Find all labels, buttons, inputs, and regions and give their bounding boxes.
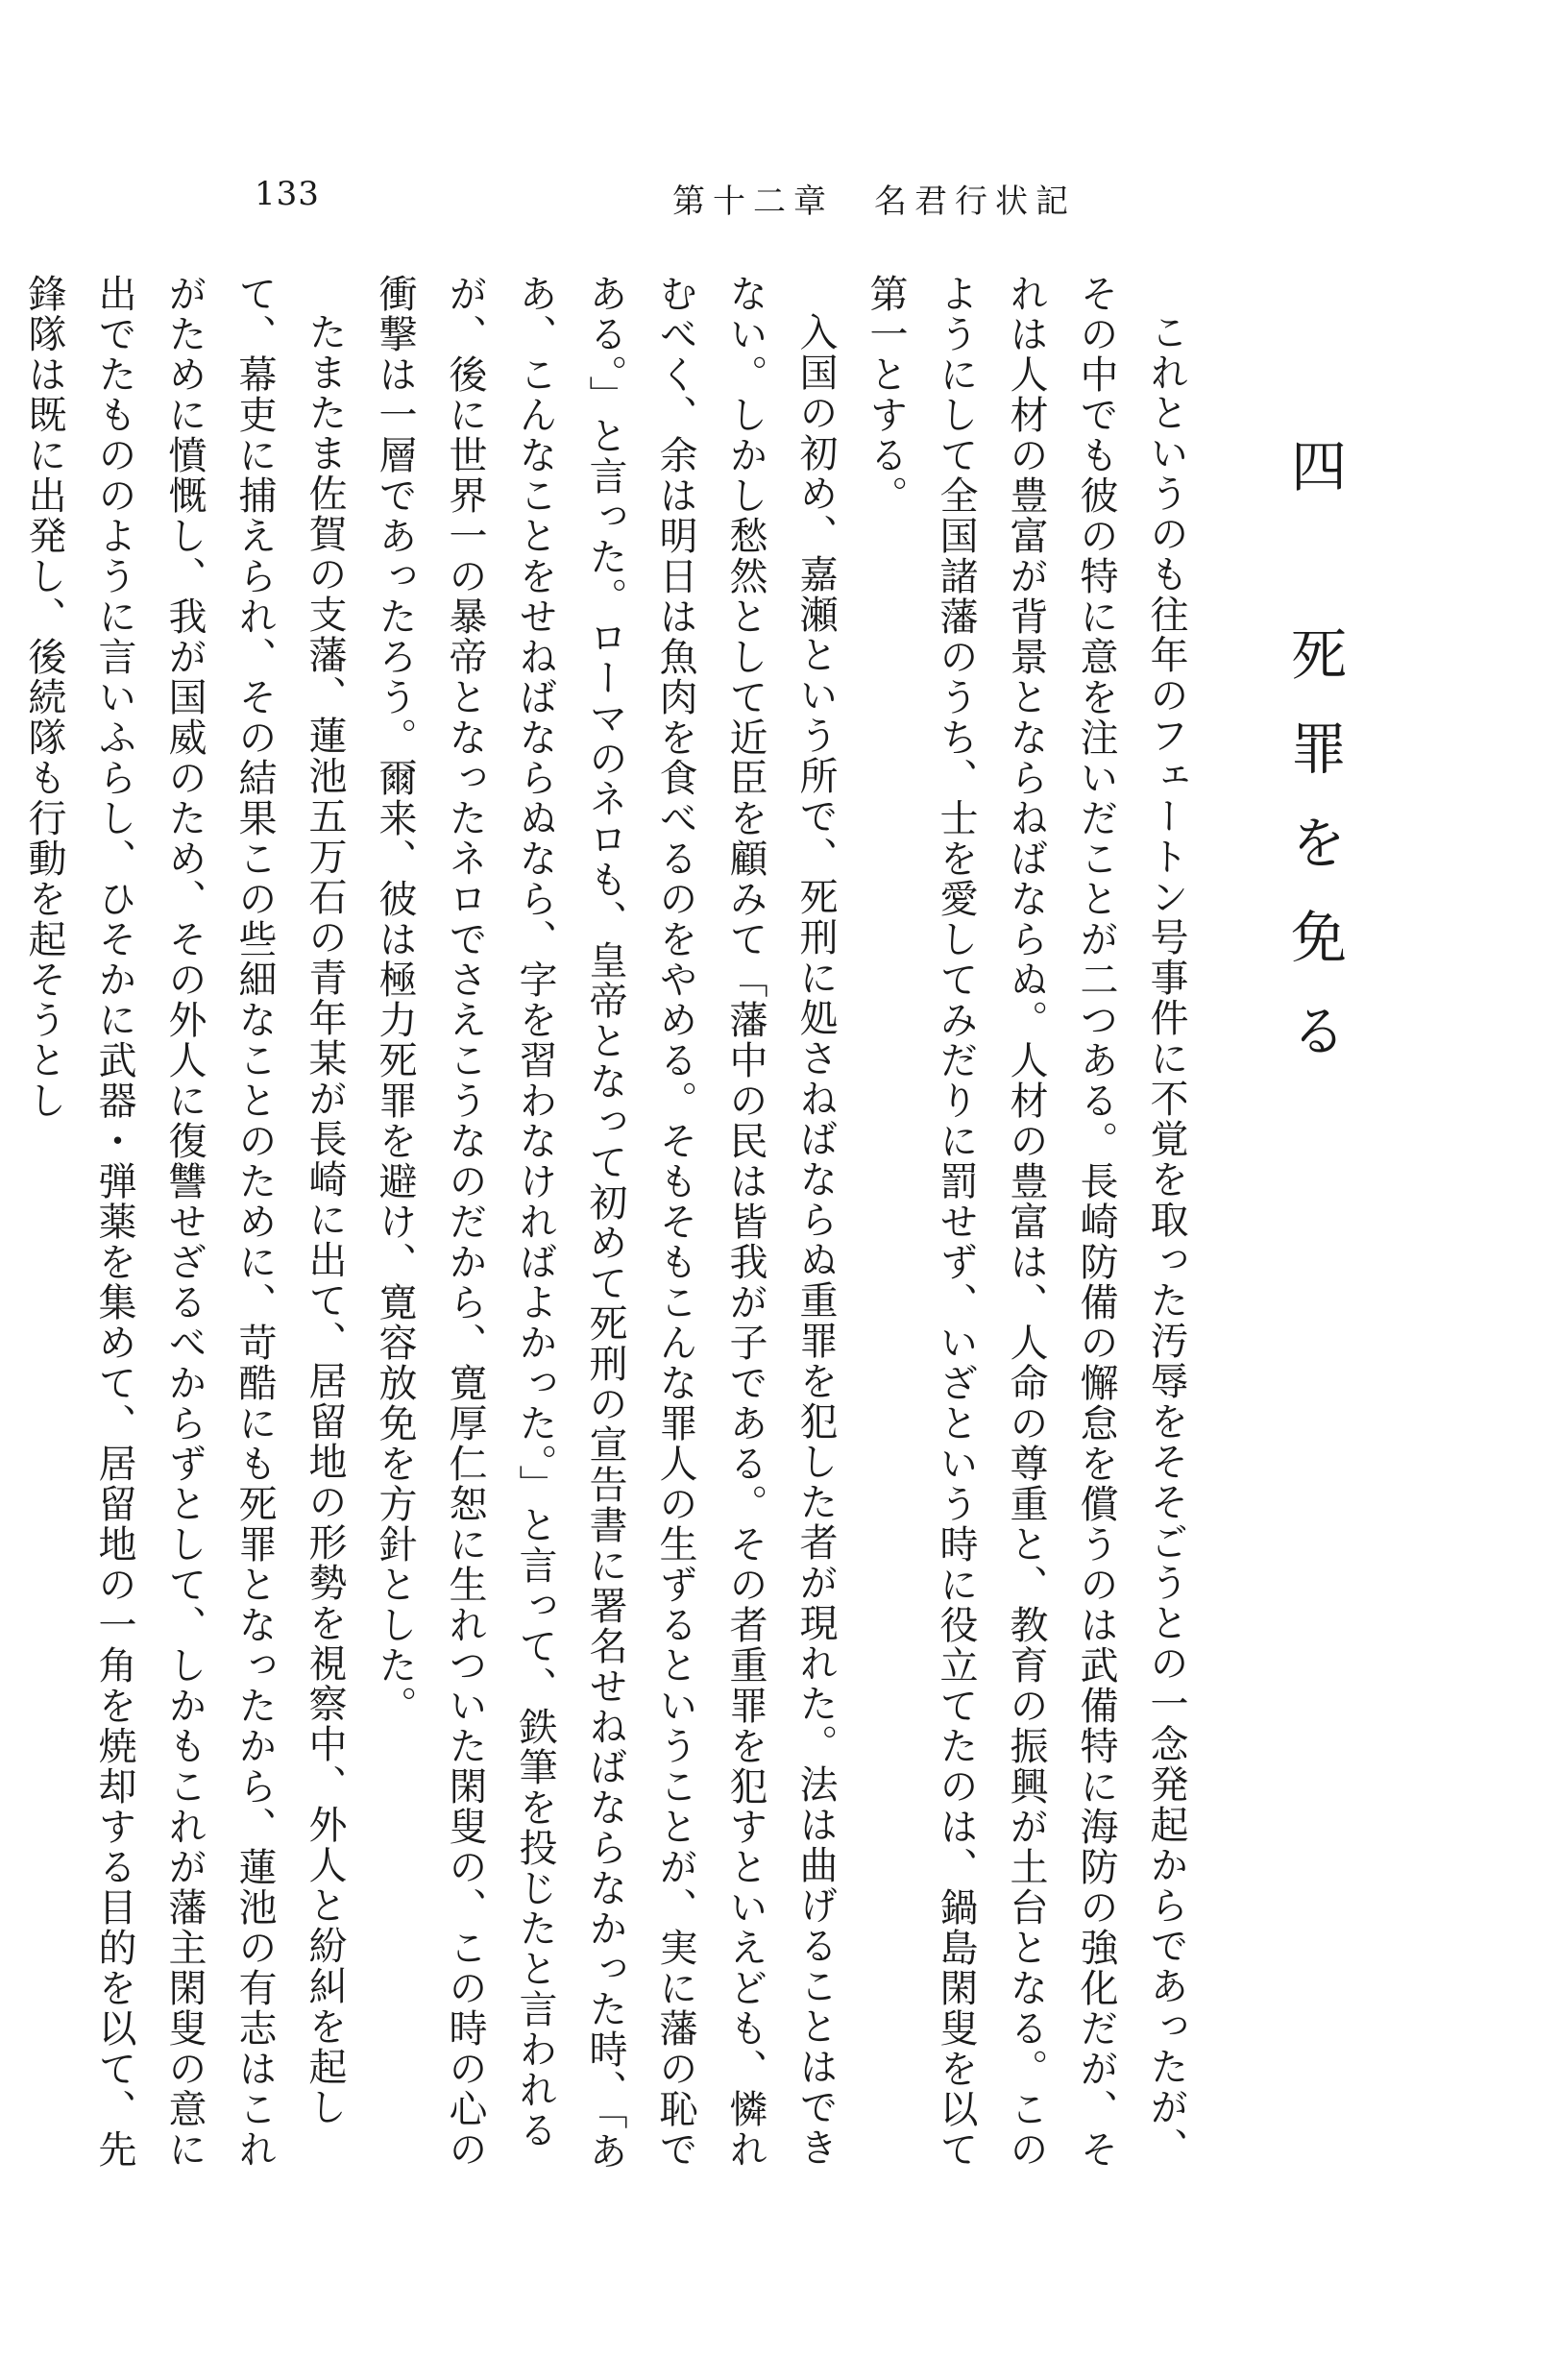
running-head <box>0 175 1559 223</box>
page-number: 133 <box>255 175 320 213</box>
paragraph: これというのも往年のフェートン号事件に不覚を取った汚辱をそそごうとの一念発起からであったが、その中でも彼の特に意を注いだことが二つある。長崎防備の懈怠を償うのは武備特に海防の強化だが、それは人材の豊富が背景とならねばならぬ。人材の豊富は、人命の尊重と、教育の振興が土台となる。このようにして全国諸藩のうち、士を愛してみだりに罰せず、いざという時に役立てたのは、鍋島閑叟を以て第一とする。 <box>864 274 1188 2170</box>
paragraph: 入国の初め、嘉瀬という所で、死刑に処さねばならぬ重罪を犯した者が現れた。法は曲げることはできない。しかし愁然として近臣を顧みて「藩中の民は皆我が子である。その者重罪を犯すといえども、憐れむべく、余は明日は魚肉を食べるのをやめる。そもそもこんな罪人の生ずるということが、実に藩の恥である。」と言った。ローマのネロも、皇帝となって初めて死刑の宣告書に署名せねばならなかった時、「ああ、こんなことをせねばならぬなら、字を習わなければよかった。」と言って、鉄筆を投じたと言われるが、後に世界一の暴帝となったネロでさえこうなのだから、寛厚仁恕に生れついた閑叟の、この時の心の衝撃は一層であったろう。爾来、彼は極力死罪を避け、寛容放免を方針とした。 <box>373 274 838 2172</box>
section-heading: 四 死罪を免る <box>1281 437 1347 1096</box>
paragraph: たまたま佐賀の支藩、蓮池五万石の青年某が長崎に出て、居留地の形勢を視察中、外人と紛糾を起して、幕吏に捕えられ、その結果この些細なことのために、苛酷にも死罪となったから、蓮池の有志はこれがために憤慨し、我が国威のため、その外人に復讐せざるべからずとして、しかもこれが藩主閑叟の意に出でたもののように言いふらし、ひそかに武器・弾薬を集めて、居留地の一角を焼却する目的を以て、先鋒隊は既に出発し、後続隊も行動を起そうとし <box>22 274 347 2170</box>
chapter-title: 第十二章 名君行状記 <box>672 182 1076 221</box>
body-text <box>9 274 1352 2175</box>
